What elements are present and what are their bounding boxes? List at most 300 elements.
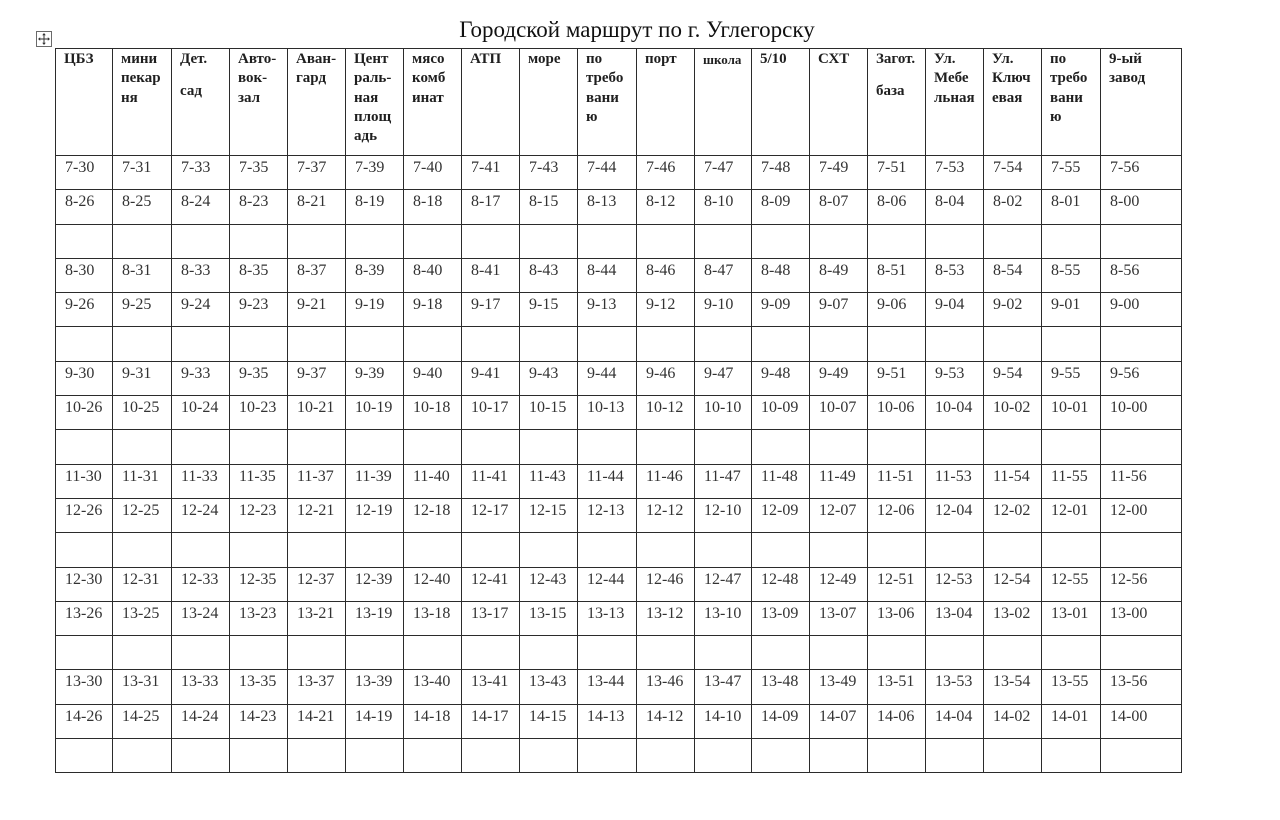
empty-cell xyxy=(462,430,520,464)
time-cell: 8-04 xyxy=(926,190,984,224)
time-cell: 7-56 xyxy=(1101,156,1182,190)
empty-row xyxy=(56,533,1182,567)
empty-row xyxy=(56,430,1182,464)
empty-cell xyxy=(926,533,984,567)
time-cell: 13-10 xyxy=(695,601,752,635)
time-cell: 9-04 xyxy=(926,293,984,327)
column-header-line: мясо xyxy=(412,51,445,67)
time-cell: 14-00 xyxy=(1101,704,1182,738)
column-header xyxy=(288,49,346,156)
time-cell: 12-19 xyxy=(346,498,404,532)
column-header xyxy=(462,49,520,156)
time-cell: 9-21 xyxy=(288,293,346,327)
time-cell: 7-37 xyxy=(288,156,346,190)
column-header-line: школа xyxy=(703,52,742,67)
empty-cell xyxy=(56,533,113,567)
empty-cell xyxy=(637,636,695,670)
time-cell: 12-54 xyxy=(984,567,1042,601)
time-cell: 13-21 xyxy=(288,601,346,635)
time-cell: 8-40 xyxy=(404,258,462,292)
column-header xyxy=(113,49,172,156)
time-cell: 9-39 xyxy=(346,361,404,395)
time-cell: 8-55 xyxy=(1042,258,1101,292)
empty-cell xyxy=(578,430,637,464)
time-cell: 12-30 xyxy=(56,567,113,601)
time-cell: 9-54 xyxy=(984,361,1042,395)
time-cell: 12-24 xyxy=(172,498,230,532)
column-header-line: требо xyxy=(1050,70,1088,87)
time-cell: 11-55 xyxy=(1042,464,1101,498)
time-cell: 8-51 xyxy=(868,258,926,292)
time-cell: 13-44 xyxy=(578,670,637,704)
empty-cell xyxy=(520,430,578,464)
empty-cell xyxy=(56,430,113,464)
column-header-line: вок- xyxy=(238,70,268,87)
column-header-line: ю xyxy=(586,108,598,125)
time-cell: 13-31 xyxy=(113,670,172,704)
empty-cell xyxy=(578,327,637,361)
time-cell: 9-51 xyxy=(868,361,926,395)
empty-cell xyxy=(288,327,346,361)
time-cell: 12-46 xyxy=(637,567,695,601)
empty-cell xyxy=(404,533,462,567)
time-cell: 12-41 xyxy=(462,567,520,601)
empty-cell xyxy=(288,430,346,464)
column-header-line: Авто- xyxy=(238,51,277,67)
empty-cell xyxy=(868,739,926,773)
time-cell: 8-37 xyxy=(288,258,346,292)
time-cell: 8-01 xyxy=(1042,190,1101,224)
empty-cell xyxy=(695,739,752,773)
empty-cell xyxy=(113,533,172,567)
empty-cell xyxy=(346,739,404,773)
time-cell: 12-10 xyxy=(695,498,752,532)
time-cell: 12-43 xyxy=(520,567,578,601)
time-cell: 10-17 xyxy=(462,396,520,430)
time-cell: 14-25 xyxy=(113,704,172,738)
time-cell: 10-21 xyxy=(288,396,346,430)
time-cell: 10-15 xyxy=(520,396,578,430)
time-cell: 8-25 xyxy=(113,190,172,224)
empty-cell xyxy=(172,739,230,773)
empty-cell xyxy=(984,224,1042,258)
empty-cell xyxy=(695,327,752,361)
time-cell: 14-09 xyxy=(752,704,810,738)
time-cell: 14-19 xyxy=(346,704,404,738)
time-cell: 13-33 xyxy=(172,670,230,704)
column-header-line: пекар xyxy=(121,70,161,87)
time-cell: 9-43 xyxy=(520,361,578,395)
column-header-line: Аван- xyxy=(296,51,337,67)
empty-cell xyxy=(113,224,172,258)
timetable-row xyxy=(56,498,1182,532)
empty-cell xyxy=(288,739,346,773)
timetable-row xyxy=(56,670,1182,704)
time-cell: 8-53 xyxy=(926,258,984,292)
empty-cell xyxy=(346,533,404,567)
time-cell: 13-23 xyxy=(230,601,288,635)
empty-cell xyxy=(695,533,752,567)
time-cell: 12-47 xyxy=(695,567,752,601)
empty-cell xyxy=(695,430,752,464)
time-cell: 10-09 xyxy=(752,396,810,430)
time-cell: 13-53 xyxy=(926,670,984,704)
time-cell: 10-04 xyxy=(926,396,984,430)
time-cell: 11-54 xyxy=(984,464,1042,498)
empty-cell xyxy=(637,430,695,464)
time-cell: 12-53 xyxy=(926,567,984,601)
time-cell: 8-13 xyxy=(578,190,637,224)
time-cell: 10-12 xyxy=(637,396,695,430)
time-cell: 9-24 xyxy=(172,293,230,327)
time-cell: 7-48 xyxy=(752,156,810,190)
time-cell: 12-12 xyxy=(637,498,695,532)
time-cell: 12-04 xyxy=(926,498,984,532)
table-move-handle-icon[interactable] xyxy=(36,31,52,47)
time-cell: 9-48 xyxy=(752,361,810,395)
time-cell: 13-15 xyxy=(520,601,578,635)
time-cell: 8-21 xyxy=(288,190,346,224)
column-header xyxy=(752,49,810,156)
empty-row xyxy=(56,636,1182,670)
time-cell: 14-04 xyxy=(926,704,984,738)
time-cell: 13-26 xyxy=(56,601,113,635)
time-cell: 12-48 xyxy=(752,567,810,601)
empty-cell xyxy=(462,327,520,361)
time-cell: 12-39 xyxy=(346,567,404,601)
empty-cell xyxy=(230,636,288,670)
time-cell: 12-07 xyxy=(810,498,868,532)
time-cell: 12-40 xyxy=(404,567,462,601)
empty-cell xyxy=(868,533,926,567)
empty-cell xyxy=(637,224,695,258)
column-header-line: адь xyxy=(354,128,378,145)
empty-cell xyxy=(520,224,578,258)
time-cell: 12-00 xyxy=(1101,498,1182,532)
time-cell: 8-17 xyxy=(462,190,520,224)
time-cell: 11-40 xyxy=(404,464,462,498)
time-cell: 11-37 xyxy=(288,464,346,498)
time-cell: 13-19 xyxy=(346,601,404,635)
column-header-line: завод xyxy=(1109,70,1146,87)
empty-cell xyxy=(113,739,172,773)
time-cell: 12-25 xyxy=(113,498,172,532)
page-title: Городской маршрут по г. Углегорску xyxy=(459,17,815,42)
empty-cell xyxy=(346,430,404,464)
column-header-line: ЦБЗ xyxy=(64,51,94,67)
column-header xyxy=(56,49,113,156)
time-cell: 11-48 xyxy=(752,464,810,498)
time-cell: 12-09 xyxy=(752,498,810,532)
empty-cell xyxy=(520,327,578,361)
time-cell: 12-51 xyxy=(868,567,926,601)
empty-cell xyxy=(1101,636,1182,670)
time-cell: 8-33 xyxy=(172,258,230,292)
empty-cell xyxy=(1101,224,1182,258)
empty-cell xyxy=(1042,739,1101,773)
column-header xyxy=(578,49,637,156)
timetable-row xyxy=(56,567,1182,601)
time-cell: 12-37 xyxy=(288,567,346,601)
time-cell: 11-44 xyxy=(578,464,637,498)
time-cell: 9-23 xyxy=(230,293,288,327)
column-header-line: Мебе xyxy=(934,70,969,87)
time-cell: 7-40 xyxy=(404,156,462,190)
time-cell: 11-39 xyxy=(346,464,404,498)
empty-cell xyxy=(926,327,984,361)
time-cell: 14-06 xyxy=(868,704,926,738)
empty-cell xyxy=(868,327,926,361)
time-cell: 13-47 xyxy=(695,670,752,704)
column-header-line: льная xyxy=(934,89,975,106)
time-cell: 13-51 xyxy=(868,670,926,704)
time-cell: 9-55 xyxy=(1042,361,1101,395)
column-header-line: Ключ xyxy=(992,70,1031,87)
time-cell: 11-51 xyxy=(868,464,926,498)
time-cell: 11-56 xyxy=(1101,464,1182,498)
time-cell: 8-56 xyxy=(1101,258,1182,292)
column-header-line: Загот. xyxy=(876,51,916,67)
timetable-row xyxy=(56,704,1182,738)
timetable-body xyxy=(56,156,1182,773)
empty-cell xyxy=(1101,327,1182,361)
column-header-line: требо xyxy=(586,70,624,87)
time-cell: 9-02 xyxy=(984,293,1042,327)
empty-cell xyxy=(404,327,462,361)
time-cell: 13-09 xyxy=(752,601,810,635)
empty-cell xyxy=(578,224,637,258)
time-cell: 11-35 xyxy=(230,464,288,498)
empty-cell xyxy=(1042,636,1101,670)
time-cell: 8-09 xyxy=(752,190,810,224)
time-cell: 10-18 xyxy=(404,396,462,430)
empty-cell xyxy=(810,224,868,258)
empty-cell xyxy=(752,533,810,567)
empty-cell xyxy=(346,636,404,670)
time-cell: 12-35 xyxy=(230,567,288,601)
time-cell: 9-00 xyxy=(1101,293,1182,327)
time-cell: 13-56 xyxy=(1101,670,1182,704)
empty-cell xyxy=(984,430,1042,464)
column-header xyxy=(984,49,1042,156)
time-cell: 13-54 xyxy=(984,670,1042,704)
empty-cell xyxy=(172,430,230,464)
column-header-line: АТП xyxy=(470,51,502,67)
time-cell: 8-48 xyxy=(752,258,810,292)
empty-cell xyxy=(926,739,984,773)
time-cell: 9-19 xyxy=(346,293,404,327)
time-cell: 7-54 xyxy=(984,156,1042,190)
time-cell: 9-41 xyxy=(462,361,520,395)
empty-cell xyxy=(1042,430,1101,464)
time-cell: 9-35 xyxy=(230,361,288,395)
time-cell: 13-13 xyxy=(578,601,637,635)
time-cell: 13-07 xyxy=(810,601,868,635)
time-cell: 8-43 xyxy=(520,258,578,292)
time-cell: 12-26 xyxy=(56,498,113,532)
time-cell: 13-12 xyxy=(637,601,695,635)
time-cell: 14-23 xyxy=(230,704,288,738)
column-header-line: порт xyxy=(645,51,677,67)
empty-cell xyxy=(868,636,926,670)
empty-cell xyxy=(810,739,868,773)
empty-cell xyxy=(56,327,113,361)
empty-cell xyxy=(1042,533,1101,567)
column-header-line: 5/10 xyxy=(760,51,787,67)
column-header xyxy=(810,49,868,156)
column-header xyxy=(1101,49,1182,156)
column-header xyxy=(172,49,230,156)
empty-cell xyxy=(752,224,810,258)
column-header xyxy=(868,49,926,156)
empty-cell xyxy=(404,430,462,464)
time-cell: 12-31 xyxy=(113,567,172,601)
empty-cell xyxy=(637,533,695,567)
column-header-line: Ул. xyxy=(992,51,1014,67)
column-header-line: комб xyxy=(412,70,446,87)
empty-cell xyxy=(56,224,113,258)
time-cell: 7-44 xyxy=(578,156,637,190)
time-cell: 7-47 xyxy=(695,156,752,190)
time-cell: 13-39 xyxy=(346,670,404,704)
time-cell: 13-30 xyxy=(56,670,113,704)
time-cell: 9-10 xyxy=(695,293,752,327)
empty-cell xyxy=(462,224,520,258)
time-cell: 9-07 xyxy=(810,293,868,327)
time-cell: 12-13 xyxy=(578,498,637,532)
empty-cell xyxy=(637,327,695,361)
time-cell: 12-56 xyxy=(1101,567,1182,601)
empty-cell xyxy=(172,636,230,670)
time-cell: 10-06 xyxy=(868,396,926,430)
empty-cell xyxy=(404,739,462,773)
timetable xyxy=(55,48,1182,773)
empty-cell xyxy=(462,533,520,567)
time-cell: 9-15 xyxy=(520,293,578,327)
empty-cell xyxy=(520,739,578,773)
time-cell: 9-44 xyxy=(578,361,637,395)
empty-cell xyxy=(926,224,984,258)
timetable-row xyxy=(56,464,1182,498)
empty-cell xyxy=(462,636,520,670)
empty-cell xyxy=(984,533,1042,567)
empty-cell xyxy=(752,327,810,361)
time-cell: 7-35 xyxy=(230,156,288,190)
empty-cell xyxy=(56,739,113,773)
time-cell: 8-24 xyxy=(172,190,230,224)
empty-row xyxy=(56,739,1182,773)
time-cell: 8-23 xyxy=(230,190,288,224)
time-cell: 10-26 xyxy=(56,396,113,430)
time-cell: 8-49 xyxy=(810,258,868,292)
empty-cell xyxy=(288,224,346,258)
empty-cell xyxy=(810,636,868,670)
time-cell: 7-41 xyxy=(462,156,520,190)
time-cell: 9-33 xyxy=(172,361,230,395)
column-header-line: СХТ xyxy=(818,51,850,67)
time-cell: 12-15 xyxy=(520,498,578,532)
time-cell: 10-01 xyxy=(1042,396,1101,430)
time-cell: 14-01 xyxy=(1042,704,1101,738)
time-cell: 14-13 xyxy=(578,704,637,738)
column-header-line: море xyxy=(528,51,561,67)
time-cell: 11-33 xyxy=(172,464,230,498)
time-cell: 9-18 xyxy=(404,293,462,327)
time-cell: 14-02 xyxy=(984,704,1042,738)
time-cell: 12-01 xyxy=(1042,498,1101,532)
empty-cell xyxy=(578,636,637,670)
time-cell: 9-49 xyxy=(810,361,868,395)
time-cell: 12-49 xyxy=(810,567,868,601)
time-cell: 9-12 xyxy=(637,293,695,327)
empty-cell xyxy=(752,739,810,773)
time-cell: 10-19 xyxy=(346,396,404,430)
empty-cell xyxy=(810,430,868,464)
time-cell: 7-53 xyxy=(926,156,984,190)
empty-cell xyxy=(578,739,637,773)
empty-cell xyxy=(1042,224,1101,258)
time-cell: 8-30 xyxy=(56,258,113,292)
time-cell: 7-30 xyxy=(56,156,113,190)
time-cell: 12-17 xyxy=(462,498,520,532)
time-cell: 14-15 xyxy=(520,704,578,738)
column-header-line: вани xyxy=(1050,89,1083,106)
time-cell: 14-12 xyxy=(637,704,695,738)
time-cell: 10-00 xyxy=(1101,396,1182,430)
time-cell: 9-31 xyxy=(113,361,172,395)
four-way-move-icon xyxy=(36,31,52,47)
time-cell: 11-31 xyxy=(113,464,172,498)
time-cell: 12-18 xyxy=(404,498,462,532)
column-header-line: площ xyxy=(354,108,392,125)
time-cell: 8-26 xyxy=(56,190,113,224)
empty-cell xyxy=(404,636,462,670)
column-header-line: ная xyxy=(354,89,379,106)
time-cell: 8-35 xyxy=(230,258,288,292)
time-cell: 8-31 xyxy=(113,258,172,292)
column-header xyxy=(520,49,578,156)
time-cell: 12-44 xyxy=(578,567,637,601)
time-cell: 8-02 xyxy=(984,190,1042,224)
empty-cell xyxy=(868,430,926,464)
time-cell: 9-13 xyxy=(578,293,637,327)
time-cell: 8-19 xyxy=(346,190,404,224)
empty-cell xyxy=(346,224,404,258)
time-cell: 9-56 xyxy=(1101,361,1182,395)
empty-cell xyxy=(926,636,984,670)
empty-cell xyxy=(695,224,752,258)
time-cell: 9-09 xyxy=(752,293,810,327)
time-cell: 10-23 xyxy=(230,396,288,430)
column-header-line: ня xyxy=(121,89,138,106)
column-header-line: по xyxy=(1050,51,1067,67)
time-cell: 8-07 xyxy=(810,190,868,224)
empty-cell xyxy=(113,327,172,361)
time-cell: 13-25 xyxy=(113,601,172,635)
time-cell: 10-07 xyxy=(810,396,868,430)
time-cell: 9-01 xyxy=(1042,293,1101,327)
timetable-row xyxy=(56,601,1182,635)
time-cell: 8-47 xyxy=(695,258,752,292)
time-cell: 8-18 xyxy=(404,190,462,224)
empty-cell xyxy=(637,739,695,773)
time-cell: 13-46 xyxy=(637,670,695,704)
time-cell: 9-30 xyxy=(56,361,113,395)
empty-cell xyxy=(172,533,230,567)
column-header xyxy=(230,49,288,156)
timetable-row xyxy=(56,156,1182,190)
empty-cell xyxy=(56,636,113,670)
